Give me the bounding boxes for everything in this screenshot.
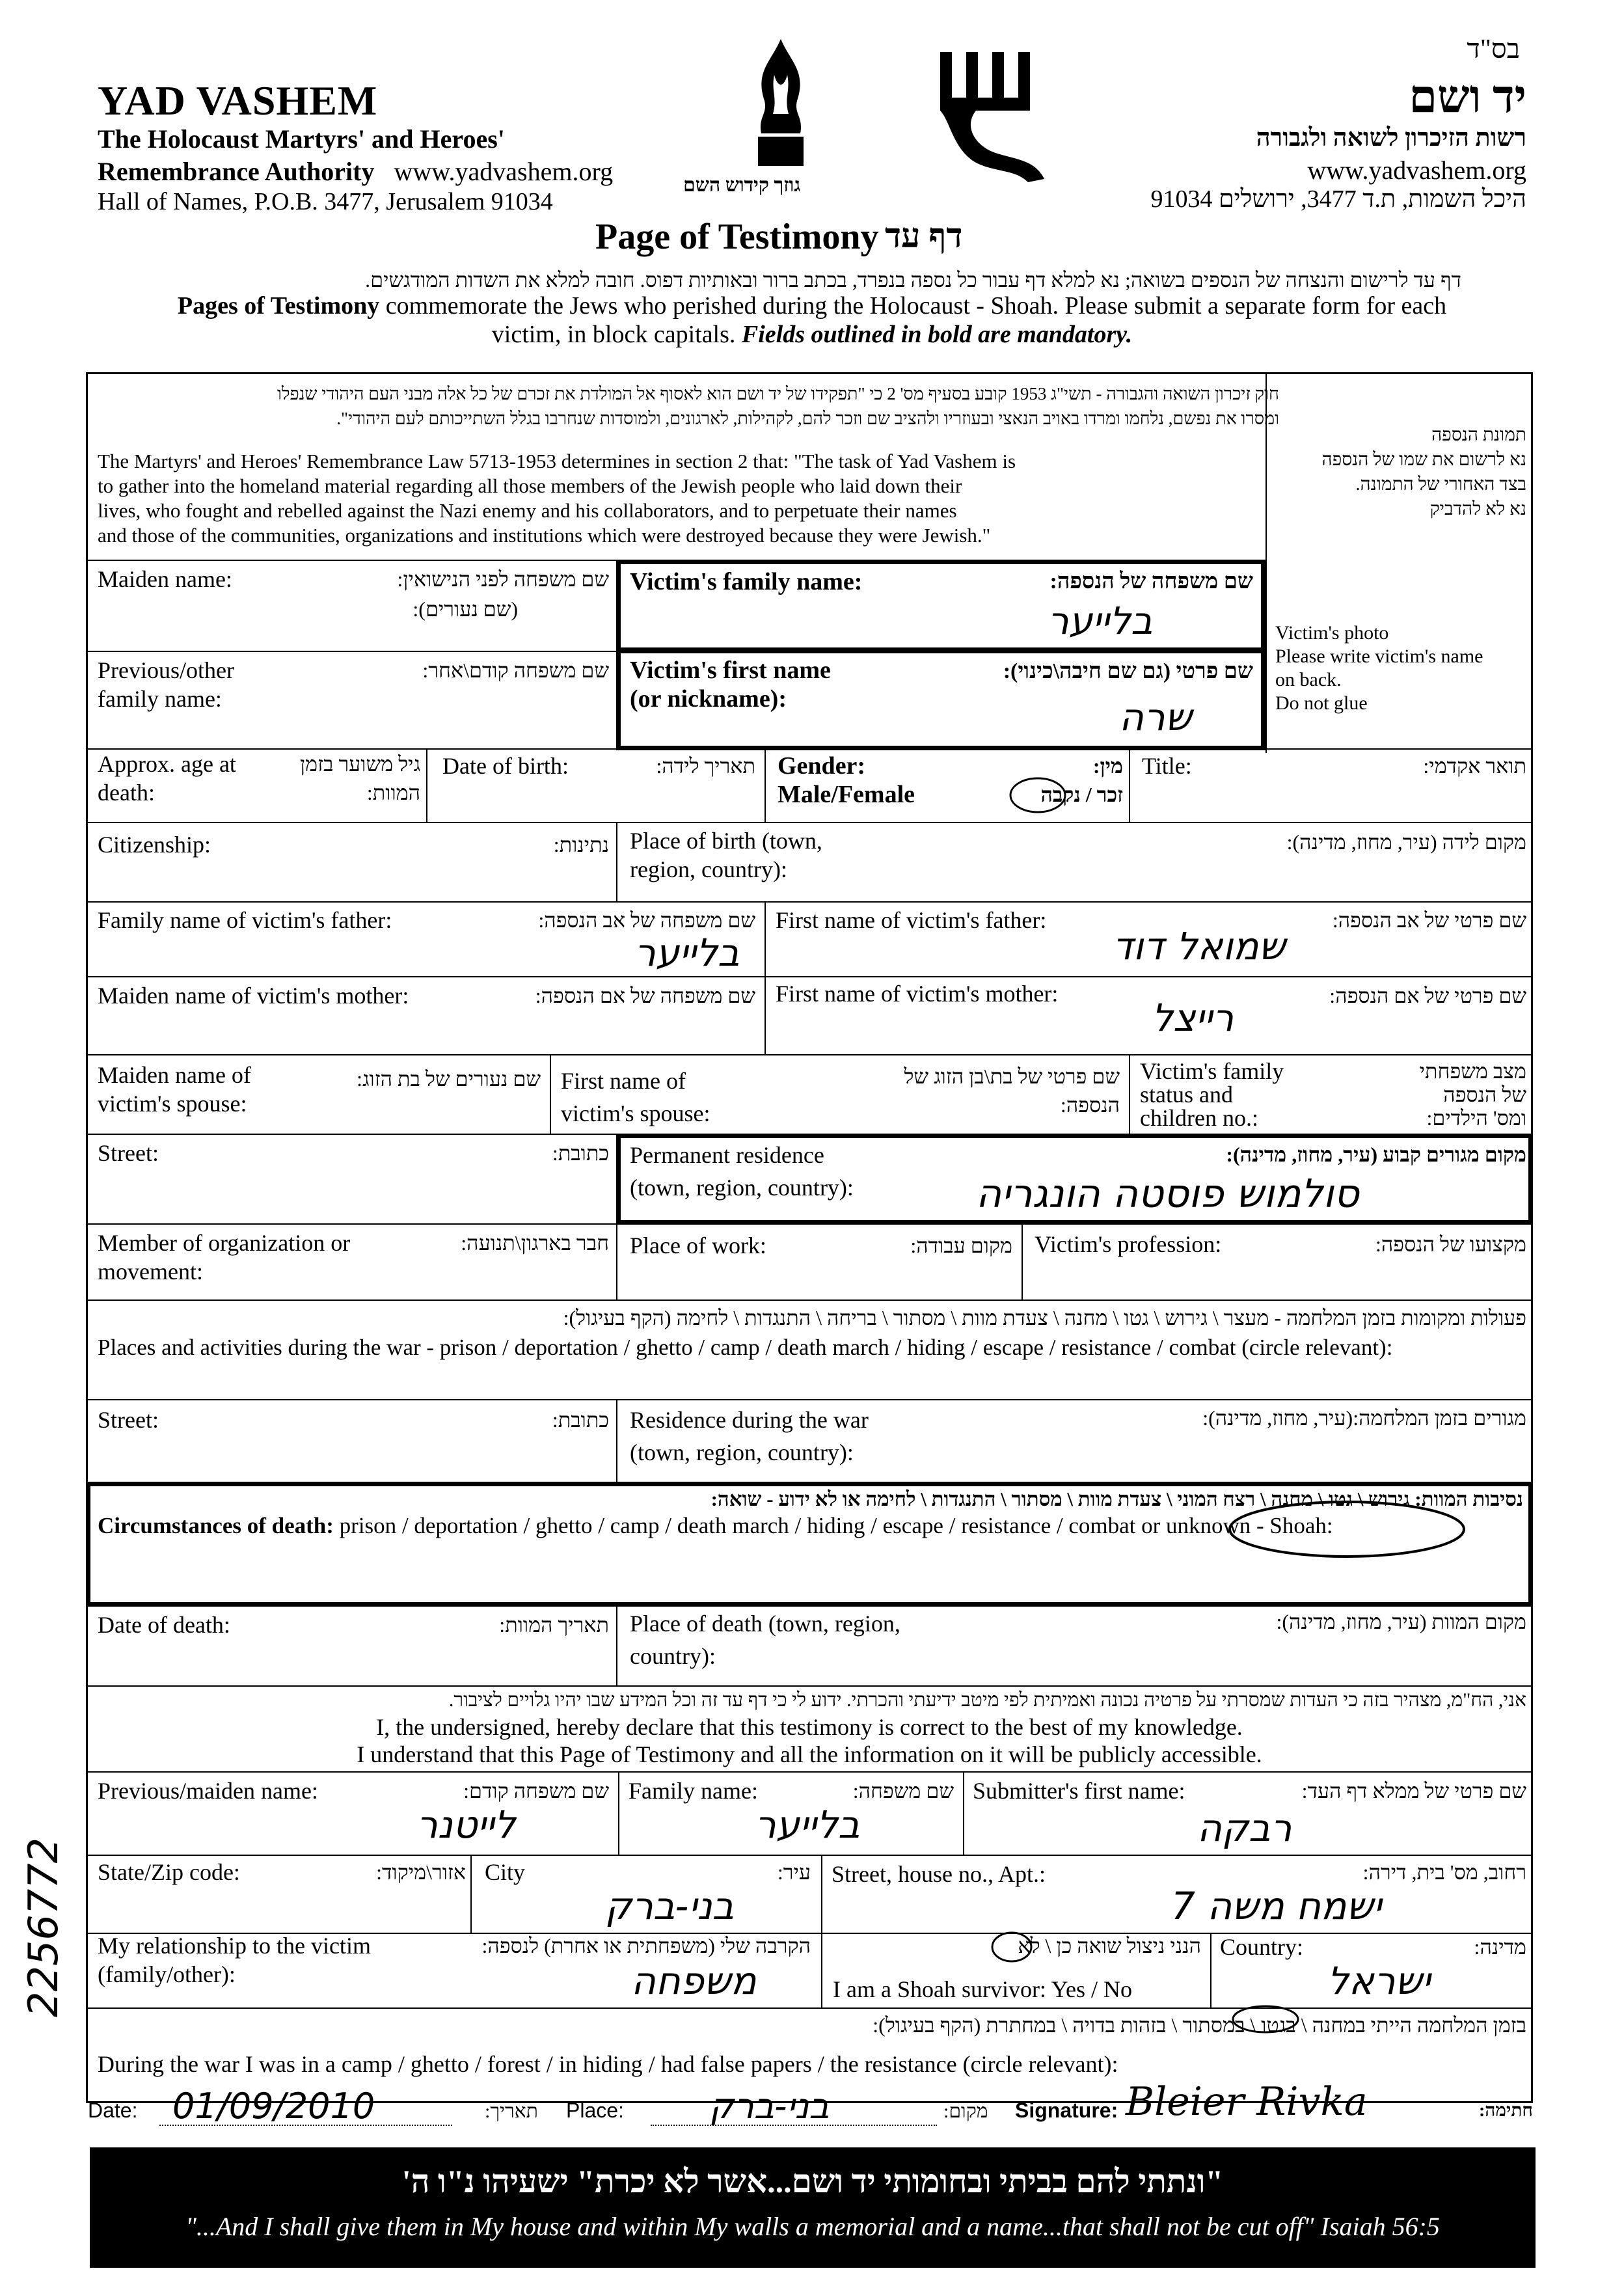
date-of-death-label: Date of death: xyxy=(98,1612,230,1638)
spouse-first-1: First name of xyxy=(561,1068,686,1094)
place-label-he: מקום: xyxy=(943,2101,988,2122)
relationship-label xyxy=(98,1931,371,1989)
logo-caption: גוזך קידוש השם xyxy=(683,174,801,196)
circumstances-label-he: נסיבות המוות: גירוש \ גטו \ מחנה \ רצח המוני \ צעדת מוות \ מסתור \ התנגדות \ לחימה או לא ידוע - שואה: xyxy=(710,1488,1523,1510)
spouse-first-he-2: הנספה: xyxy=(1060,1093,1120,1117)
perm-en-1: Permanent residence xyxy=(630,1142,824,1168)
maiden-name-label-he-2: (שם נעורים): xyxy=(413,597,518,621)
status-he-2: של הנספה xyxy=(1443,1083,1526,1106)
date-field xyxy=(88,2099,137,2123)
previous-family-name-label-2: family name: xyxy=(98,686,222,712)
spouse-maiden-name-label-he: שם נעורים של בת הזוג: xyxy=(357,1067,541,1091)
maiden-name-label-he: שם משפחה לפני הנישואין: xyxy=(397,567,609,591)
age-at-death-label-he xyxy=(300,750,420,807)
spouse-first-name-label-he xyxy=(904,1062,1120,1119)
submitter-first-name-label-he: שם פרטי של ממלא דף העד: xyxy=(1301,1779,1526,1803)
country-label: Country: xyxy=(1220,1934,1304,1960)
maiden-name-label: Maiden name: xyxy=(98,566,232,592)
during-war-label: During the war I was in a camp / ghetto / forest / in hiding / had false papers / the resistance (circle relevant): xyxy=(98,2051,1118,2077)
organization-label-he: חבר בארגון\תנועה: xyxy=(461,1231,609,1255)
rel-en-2: (family/other): xyxy=(98,1961,236,1987)
org-en-1: Member of organization or xyxy=(98,1230,351,1256)
gender-label xyxy=(778,752,915,809)
profession-label: Victim's profession: xyxy=(1035,1231,1222,1257)
permanent-residence-label xyxy=(630,1139,854,1204)
victim-first-name-label-2: (or nickname): xyxy=(630,685,787,713)
status-en-1: Victim's family xyxy=(1140,1058,1284,1084)
spouse-maiden-name-label xyxy=(98,1061,251,1118)
during-war-label-he: בזמן המלחמה הייתי במחנה \ בגטו \ במסתור \ בזהות בדויה \ במחתרת (הקף בעיגול): xyxy=(873,2013,1526,2037)
pob-label-2: region, country): xyxy=(630,856,787,882)
place-of-birth-label xyxy=(630,826,822,884)
citizenship-label-he: נתינות: xyxy=(553,833,609,856)
banner-quote-he: "ונתתי להם בביתי ובחומותי יד ושם...אשר לא יכרת" ישעיהו נ"ו ה' xyxy=(401,2163,1224,2199)
unknown-shoah-circle-mark[interactable] xyxy=(1223,1497,1470,1568)
status-en-3: children no.: xyxy=(1140,1105,1258,1131)
gender-he-2: זכר / נקבה xyxy=(1040,783,1123,806)
place-of-death-label xyxy=(630,1607,900,1672)
submitter-family-name-label: Family name: xyxy=(629,1778,758,1804)
photo-he-1: תמונת הנספה xyxy=(1431,425,1526,445)
law-en xyxy=(98,449,1262,548)
date-value[interactable]: 01/09/2010 xyxy=(172,2086,375,2127)
victim-first-name-label-he: שם פרטי (גם שם חיבה\כינוי): xyxy=(1003,659,1253,683)
pod-en-2: country): xyxy=(630,1643,716,1669)
gender-label-2: Male/Female xyxy=(778,781,915,808)
law-en-4: and those of the communities, organizations and institutions which were destroyed because they were Jewish." xyxy=(98,524,991,547)
spouse-maiden-2: victim's spouse: xyxy=(98,1091,247,1117)
date-of-birth-label: Date of birth: xyxy=(442,753,569,779)
circumstances-label-bold: Circumstances of death: xyxy=(98,1513,334,1538)
submitter-prev-name-value[interactable]: לייטנר xyxy=(416,1803,516,1847)
photo-instructions-he xyxy=(1321,423,1526,522)
photo-en-1: Victim's photo xyxy=(1275,622,1389,644)
previous-family-name-label-he: שם משפחה קודם\אחר: xyxy=(422,659,609,682)
places-activities-label-he: פעולות ומקומות בזמן המלחמה - מעצר \ גירוש \ גטו \ מחנה \ צעדת מוות \ מסתור \ בריחה \ התנגדות \ לחימה (הקף בעיגול): xyxy=(563,1306,1526,1329)
father-family-name-label: Family name of victim's father: xyxy=(98,907,392,933)
victim-first-name-label-1: Victim's first name xyxy=(630,657,831,684)
law-en-1: The Martyrs' and Heroes' Remembrance Law 5713-1953 determines in section 2 that: "The task of Yad Vashem is xyxy=(98,450,1016,472)
permanent-residence-value[interactable]: סולמוש פוסטה הונגריה xyxy=(976,1171,1359,1217)
date-of-death-label-he: תאריך המוות: xyxy=(499,1613,609,1637)
submitter-first-name-label: Submitter's first name: xyxy=(973,1778,1185,1804)
survivor-yes-circle-mark[interactable] xyxy=(989,1929,1035,1965)
org-en-line2-row xyxy=(98,156,613,187)
father-first-name-value[interactable]: שמואל דוד xyxy=(1113,924,1286,968)
form-title-en: Page of Testimony xyxy=(595,217,879,257)
relationship-label-he: הקרבה שלי (משפחתית או אחרת) לנספה: xyxy=(481,1934,811,1957)
mother-first-name-label-he: שם פרטי של אם הנספה: xyxy=(1329,984,1526,1007)
war-res-en-2: (town, region, country): xyxy=(630,1439,854,1465)
photo-en-4: Do not glue xyxy=(1275,692,1368,714)
org-he-title: יד ושם xyxy=(1409,72,1526,122)
profession-label-he: מקצועו של הנספה: xyxy=(1375,1232,1526,1256)
org-en-address: Hall of Names, P.O.B. 3477, Jerusalem 91034 xyxy=(98,188,553,215)
survivor-label-he: הנני ניצול שואה כן \ לא xyxy=(1018,1934,1201,1957)
survivor-label: I am a Shoah survivor: Yes / No xyxy=(833,1976,1132,2002)
declaration-en xyxy=(86,1713,1533,1768)
intro-en-2: victim, in block capitals. xyxy=(491,321,742,348)
age-label-2: death: xyxy=(98,780,155,806)
country-label-he: מדינה: xyxy=(1474,1935,1526,1959)
date-label-he: תאריך: xyxy=(485,2101,538,2122)
place-of-death-label-he: מקום המוות (עיר, מחוז, מדינה): xyxy=(1276,1610,1526,1633)
age-he-2: המוות: xyxy=(366,781,420,804)
margin-number: 2256772 xyxy=(20,1837,67,2017)
photo-en-3: on back. xyxy=(1275,669,1342,690)
place-of-work-label: Place of work: xyxy=(630,1232,766,1259)
submitter-street-label-he: רחוב, מס' בית, דירה: xyxy=(1362,1860,1526,1884)
victim-family-name-label: Victim's family name: xyxy=(630,568,863,595)
female-circle-mark[interactable] xyxy=(1008,776,1067,815)
family-status-label xyxy=(1140,1059,1284,1130)
victim-family-name-value[interactable]: בלייער xyxy=(1048,599,1153,643)
declaration-he: אני, הח"מ, מצהיר בזה כי העדות שמסרתי על פרטיה נכונה ואמיתית לפי מיטב ידיעתי והכרתי. ידוע לי כי דף עד זה וכל המידע שבו יהיו גלויים לציבור. xyxy=(448,1689,1526,1711)
city-label-he: עיר: xyxy=(777,1860,811,1884)
signature-label-he: חתימה: xyxy=(1478,2101,1533,2121)
age-label-1: Approx. age at xyxy=(98,751,236,777)
org-he-address: היכל השמות, ת.ד 3477, ירושלים 91034 xyxy=(1150,185,1526,213)
org-en-title: YAD VASHEM xyxy=(98,77,378,124)
street-label: Street: xyxy=(98,1140,159,1166)
relationship-value[interactable]: משפחה xyxy=(631,1959,757,2003)
photo-en-2: Please write victim's name xyxy=(1275,646,1483,667)
mother-maiden-name-label-he: שם משפחה של אם הנספה: xyxy=(535,984,755,1007)
org-he-website: www.yadvashem.org xyxy=(1307,156,1526,185)
quote-banner xyxy=(90,2147,1536,2268)
spouse-first-name-label xyxy=(561,1065,710,1130)
submitter-family-name-value[interactable]: בלייער xyxy=(755,1803,860,1847)
war-street-label-he: כתובת: xyxy=(552,1408,609,1432)
law-en-3: lives, who fought and rebelled against the Nazi enemy and his collaborators, and to perpetuate their names xyxy=(98,499,957,522)
intro-en xyxy=(98,292,1526,349)
photo-he-2: נא לרשום את שמו של הנספה xyxy=(1321,450,1526,470)
submitter-family-name-label-he: שם משפחה: xyxy=(852,1779,954,1803)
submitter-street-value[interactable]: ישמח משה 7 xyxy=(1171,1884,1382,1928)
victim-first-name-value[interactable]: שרה xyxy=(1119,695,1192,739)
zip-label: State/Zip code: xyxy=(98,1859,240,1885)
top-hebrew-mark: בס"ד xyxy=(1467,34,1520,64)
status-en-2: status and xyxy=(1140,1082,1233,1108)
intro-en-bold: Pages of Testimony xyxy=(177,292,380,320)
victim-first-name-label xyxy=(630,656,831,713)
gender-he-1: מין: xyxy=(1092,754,1123,778)
war-residence-label-he: מגורים בזמן המלחמה:(עיר, מחוז, מדינה): xyxy=(1202,1406,1526,1430)
street-label-he: כתובת: xyxy=(552,1141,609,1165)
pod-en-1: Place of death (town, region, xyxy=(630,1611,900,1637)
intro-en-3: Fields outlined in bold are mandatory. xyxy=(741,321,1133,348)
mother-first-name-label: First name of victim's mother: xyxy=(776,981,1059,1007)
org-en-website: www.yadvashem.org xyxy=(394,157,614,186)
photo-instructions-en xyxy=(1275,621,1483,715)
father-family-name-value[interactable]: בלייער xyxy=(634,931,740,975)
declaration-en-1: I, the undersigned, hereby declare that this testimony is correct to the best of my knowledge. xyxy=(376,1714,1243,1740)
country-value[interactable]: ישראל xyxy=(1327,1959,1431,2003)
father-family-name-label-he: שם משפחה של אב הנספה: xyxy=(538,908,755,932)
camp-circle-mark[interactable] xyxy=(1230,2003,1301,2035)
org-he-line1: רשות הזיכרון לשואה ולגבורה xyxy=(1256,124,1526,152)
spouse-first-he-1: שם פרטי של בת\בן הזוג של xyxy=(904,1065,1120,1088)
status-he-1: מצב משפחתי xyxy=(1419,1059,1526,1083)
law-en-2: to gather into the homeland material regarding all those members of the Jewish people who laid down their xyxy=(98,474,962,497)
rel-en-1: My relationship to the victim xyxy=(98,1933,371,1959)
circumstances-label-text: prison / deportation / ghetto / camp / death march / hiding / escape / resistance / combat or unknown - Shoah: xyxy=(333,1513,1333,1538)
signature-label: Signature: xyxy=(1015,2099,1118,2122)
place-value[interactable]: בני-ברק xyxy=(709,2086,830,2127)
intro-en-1: commemorate the Jews who perished during the Holocaust - Shoah. Please submit a separate form for each xyxy=(379,292,1447,320)
submitter-first-name-value[interactable]: רבקה xyxy=(1197,1806,1292,1850)
status-he-3: ומס' הילדים: xyxy=(1426,1106,1526,1130)
war-res-en-1: Residence during the war xyxy=(630,1407,869,1433)
law-he-1: חוק זיכרון השואה והגבורה - תשי"ג 1953 קובע בסעיף מס' 2 כי "תפקידו של יד ושם הוא לאסוף אל המולדת את זכרם של כל אלה מבני העם היהודי שנפלו xyxy=(277,384,1279,403)
spouse-first-2: victim's spouse: xyxy=(561,1100,710,1126)
spouse-maiden-1: Maiden name of xyxy=(98,1062,251,1088)
citizenship-label: Citizenship: xyxy=(98,832,211,858)
flame-logo-icon xyxy=(735,36,826,172)
circumstances-label xyxy=(98,1512,1333,1540)
previous-family-name-label-1: Previous/other xyxy=(98,657,234,683)
photo-he-3: בצד האחורי של התמונה. xyxy=(1355,474,1526,495)
intro-he: דף עד לרישום והנצחה של הנספים בשואה; נא למלא דף עבור כל נספה בנפרד, בכתב ברור ובאותיות דפוס. חובה למלא את השדות המודגשים. xyxy=(365,268,1461,292)
mother-first-name-value[interactable]: רייצל xyxy=(1152,996,1234,1040)
victim-family-name-label-he: שם משפחה של הנספה: xyxy=(1049,569,1253,593)
yad-vashem-monogram-icon xyxy=(937,49,1048,185)
organization-label xyxy=(98,1229,350,1286)
signature-value[interactable]: Bleier Rivka xyxy=(1126,2079,1368,2125)
photo-he-4: נא לא להדביק xyxy=(1429,499,1526,519)
form-title-he: דף עד xyxy=(885,218,963,255)
date-label: Date: xyxy=(88,2099,138,2122)
place-of-work-label-he: מקום עבודה: xyxy=(910,1234,1012,1257)
submitter-prev-name-label: Previous/maiden name: xyxy=(98,1778,318,1804)
place-label: Place: xyxy=(566,2099,624,2122)
submitter-street-label: Street, house no., Apt.: xyxy=(832,1861,1046,1887)
org-en-line2: Remembrance Authority xyxy=(98,157,375,186)
zip-label-he: אזור\מיקוד: xyxy=(376,1860,466,1884)
war-residence-label xyxy=(630,1404,869,1469)
places-activities-label: Places and activities during the war - prison / deportation / ghetto / camp / death march / hiding / escape / resistance / combat (circle relevant): xyxy=(98,1335,1393,1360)
age-at-death-label xyxy=(98,750,236,807)
family-status-label-he xyxy=(1420,1059,1526,1130)
mother-maiden-name-label: Maiden name of victim's mother: xyxy=(98,983,409,1009)
war-street-label: Street: xyxy=(98,1407,159,1433)
title-label: Title: xyxy=(1142,753,1192,779)
date-of-birth-label-he: תאריך לידה: xyxy=(656,754,755,778)
declaration-en-2: I understand that this Page of Testimony and all the information on it will be publicly accessible. xyxy=(357,1741,1262,1767)
father-first-name-label: First name of victim's father: xyxy=(776,907,1047,933)
city-value[interactable]: בני-ברק xyxy=(605,1884,735,1928)
title-label-he: תואר אקדמי: xyxy=(1423,754,1526,778)
city-label: City xyxy=(485,1859,526,1885)
age-he-1: גיל משוער בזמן xyxy=(299,752,420,776)
org-en-line1: The Holocaust Martyrs' and Heroes' xyxy=(98,124,505,154)
place-of-birth-label-he: מקום לידה (עיר, מחוז, מדינה): xyxy=(1286,830,1526,854)
previous-family-name-label xyxy=(98,656,234,713)
permanent-residence-label-he: מקום מגורים קבוע (עיר, מחוז, מדינה): xyxy=(1226,1143,1526,1166)
perm-en-2: (town, region, country): xyxy=(630,1175,854,1201)
law-he-2: ומסרו את נפשם, נלחמו ומרדו באויב הנאצי ובעוזריו ולהציב שם וזכר להם, לקהילות, לארגונים, ולמוסדות שנחרבו בגלל השתייכותם לעם היהודי". xyxy=(336,409,1279,428)
pob-label-1: Place of birth (town, xyxy=(630,828,822,854)
org-en-2: movement: xyxy=(98,1259,203,1285)
father-first-name-label-he: שם פרטי של אב הנספה: xyxy=(1332,908,1526,932)
gender-label-1: Gender: xyxy=(778,752,866,780)
submitter-prev-name-label-he: שם משפחה קודם: xyxy=(463,1779,609,1803)
banner-quote-en: "...And I shall give them in My house and within My walls a memorial and a name...that shall not be cut off" Isaiah 56:5 xyxy=(185,2212,1440,2241)
